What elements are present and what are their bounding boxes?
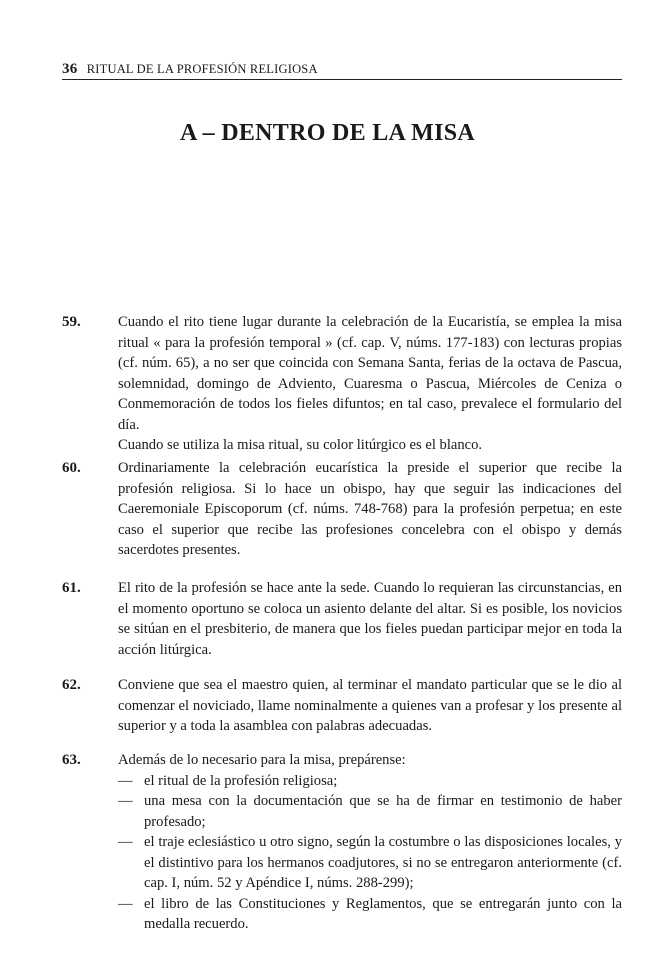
paragraph-59 xyxy=(62,312,622,456)
list-item-text: una mesa con la documentación que se ha de firmar en testimonio de haber profesado; xyxy=(144,793,622,830)
section-title: A – DENTRO DE LA MISA xyxy=(179,120,475,146)
paragraph-63 xyxy=(62,750,622,935)
list-dash: — xyxy=(118,834,133,850)
running-title: RITUAL DE LA PROFESIÓN RELIGIOSA xyxy=(86,62,318,76)
running-header xyxy=(62,61,622,78)
header-rule xyxy=(62,79,622,80)
paragraph-text: Cuando se utiliza la misa ritual, su color litúrgico es el blanco. xyxy=(118,437,483,453)
paragraph-text: Ordinariamente la celebración eucarística la preside el superior que recibe la profesión religiosa. Si lo hace un obispo, hay que seguir las indicaciones del Caeremoniale Episcoporum (cf. núms. 748-768) para la profesión perpetua; en este caso el superior que recibe las profesiones concelebra con el obispo y demás sacerdotes presentes. xyxy=(118,460,622,558)
list-dash: — xyxy=(118,895,133,912)
paragraph-61 xyxy=(62,578,622,660)
paragraph-text: Cuando el rito tiene lugar durante la celebración de la Eucaristía, se emplea la misa ritual « para la profesión temporal » (cf. cap. V, núms. 177-183) con lecturas propias (cf. núm. 65), a no ser que coincida con Semana Santa, ferias de la octava de Pascua, solemnidad, domingo de Adviento, Cuaresma o Pascua, Miércoles de Ceniza o Conmemoración de todos los fieles difuntos; en tal caso, prevalece el formulario del día. xyxy=(118,314,622,433)
paragraph-text: Además de lo necesario para la misa, prepárense: xyxy=(118,752,406,768)
list-item xyxy=(118,791,622,832)
list-dash: — xyxy=(118,772,133,789)
paragraph-number: 62. xyxy=(62,677,81,693)
paragraph-text: Conviene que sea el maestro quien, al terminar el mandato particular que se le dio al comenzar el noviciado, llame nominalmente a quienes van a profesar y los presente al superior y a toda la asamblea con palabras adecuadas. xyxy=(118,677,622,734)
paragraph-number: 61. xyxy=(62,580,81,596)
list-item-text: el ritual de la profesión religiosa; xyxy=(144,772,338,789)
paragraph-number: 63. xyxy=(62,752,81,768)
paragraph-60 xyxy=(62,458,622,561)
paragraph-62 xyxy=(62,675,622,737)
paragraph-text: El rito de la profesión se hace ante la sede. Cuando lo requieran las circunstancias, en el momento oportuno se coloca un asiento delante del altar. Si es posible, los novicios se sitúan en el presbiterio, de manera que los fieles puedan participar mejor en toda la acción litúrgica. xyxy=(118,580,622,658)
paragraph-number: 60. xyxy=(62,460,81,476)
list-item xyxy=(118,894,622,935)
page-number: 36 xyxy=(62,61,78,77)
paragraph-number: 59. xyxy=(62,314,81,330)
list-item xyxy=(118,771,622,792)
list-item xyxy=(118,832,622,894)
list-item-text: el libro de las Constituciones y Reglamentos, que se entregarán junto con la medalla recuerdo. xyxy=(144,895,622,932)
list-dash: — xyxy=(118,793,133,809)
list-item-text: el traje eclesiástico u otro signo, según la costumbre o las disposiciones locales, y el distintivo para los hermanos coadjutores, si no se entregaron anteriormente (cf. cap. I, núm. 52 y Apéndice I, núms. 288-299); xyxy=(144,834,622,891)
